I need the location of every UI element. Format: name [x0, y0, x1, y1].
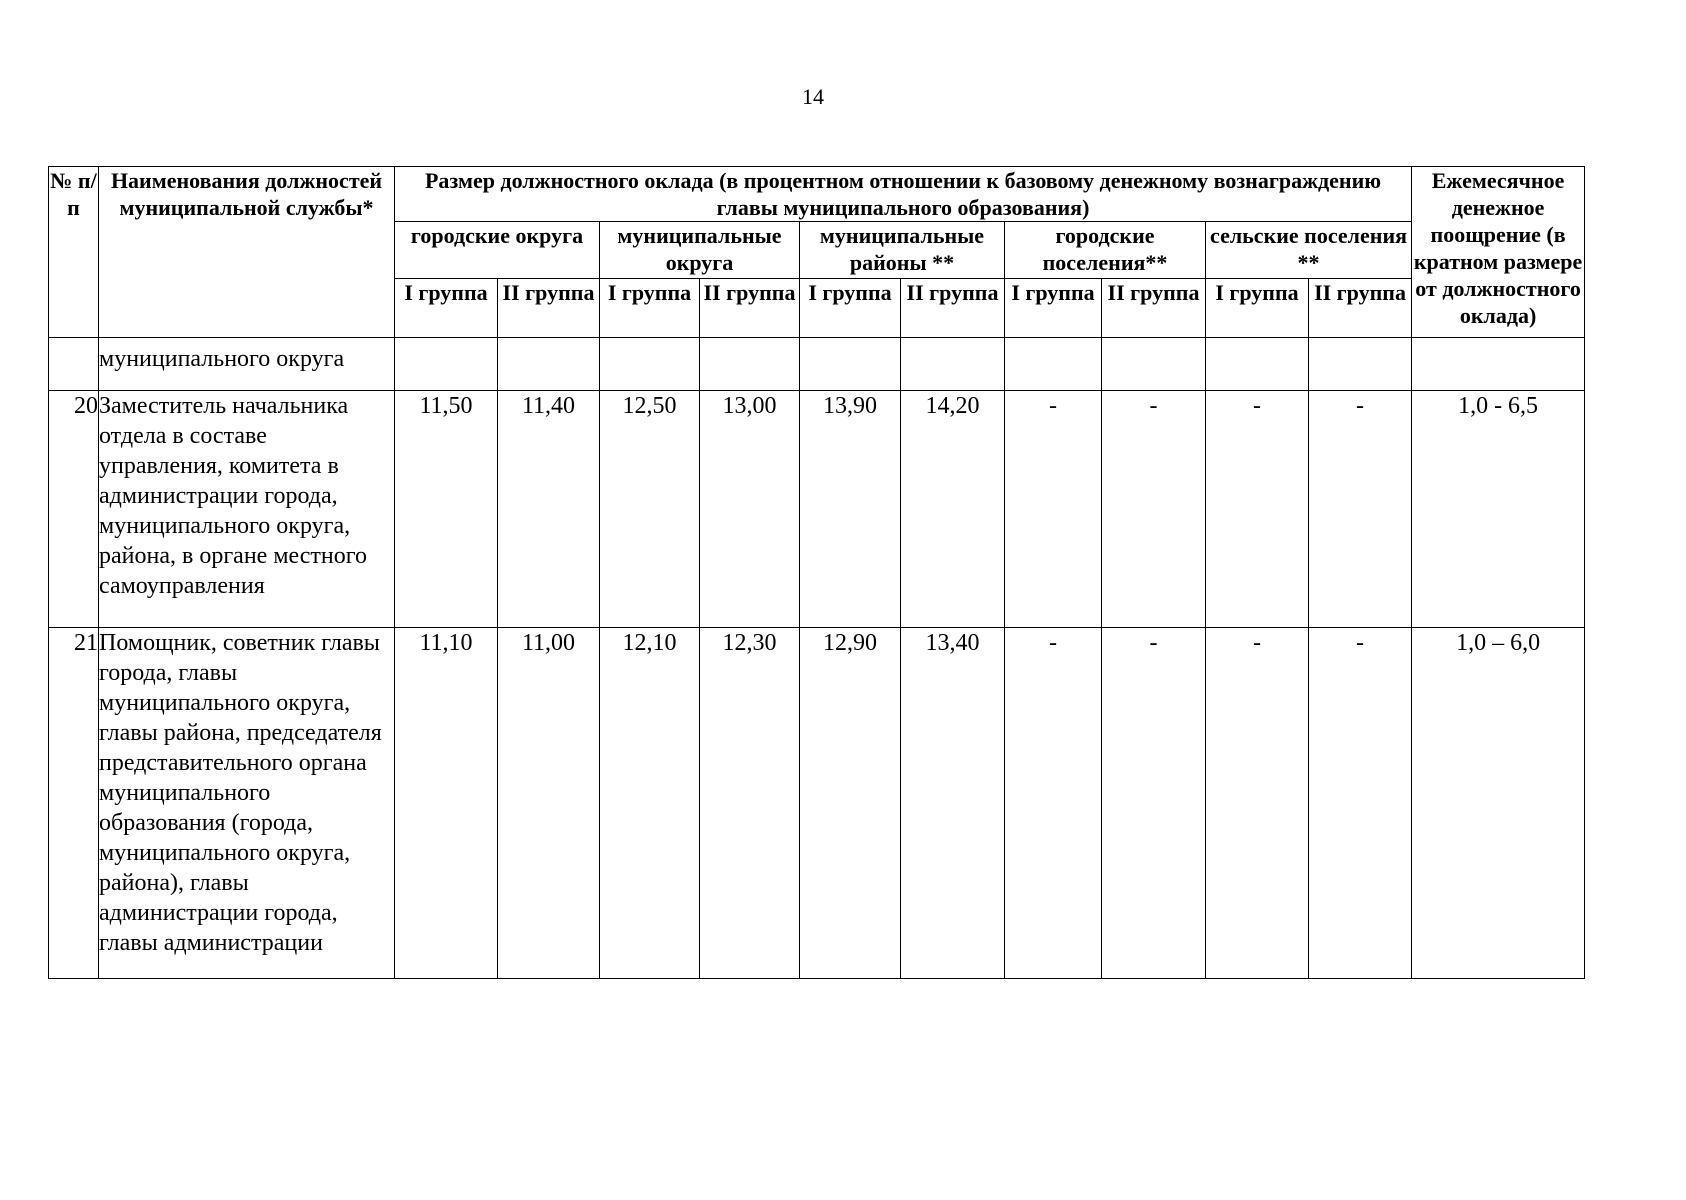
value-cell: 14,20: [901, 391, 1005, 628]
header-group-i: I группа: [1206, 279, 1309, 338]
value-cell: [395, 338, 498, 391]
value-cell: [600, 338, 700, 391]
value-cell: 12,90: [800, 628, 901, 979]
position-name: муниципального округа: [99, 338, 395, 391]
header-region-rural-settlements: сельские поселения **: [1206, 222, 1412, 279]
header-salary: Размер должностного оклада (в процентном отношении к базовому денежному вознаграждению главы муниципального образования): [395, 167, 1412, 222]
value-cell: [498, 338, 600, 391]
value-cell: [1309, 338, 1412, 391]
value-cell: 12,10: [600, 628, 700, 979]
value-cell: -: [1206, 628, 1309, 979]
header-group-ii: II группа: [1102, 279, 1206, 338]
row-number: 20: [49, 391, 99, 628]
value-cell: -: [1005, 628, 1102, 979]
header-position-name: Наименования должностей муниципальной службы*: [99, 167, 395, 338]
header-no: № п/п: [49, 167, 99, 338]
value-cell: 11,50: [395, 391, 498, 628]
value-cell: -: [1005, 391, 1102, 628]
header-group-i: I группа: [800, 279, 901, 338]
value-cell: [1206, 338, 1309, 391]
table-row: [49, 338, 1585, 391]
header-group-i: I группа: [395, 279, 498, 338]
bonus-cell: 1,0 – 6,0: [1412, 628, 1585, 979]
header-group-ii: II группа: [498, 279, 600, 338]
header-bonus: Ежемесячное денежное поощрение (в кратном размере от должностного оклада): [1412, 167, 1585, 338]
value-cell: 11,10: [395, 628, 498, 979]
value-cell: [800, 338, 901, 391]
value-cell: 13,90: [800, 391, 901, 628]
value-cell: 11,00: [498, 628, 600, 979]
header-group-i: I группа: [600, 279, 700, 338]
header-region-city-districts: городские округа: [395, 222, 600, 279]
value-cell: [1005, 338, 1102, 391]
value-cell: -: [1206, 391, 1309, 628]
value-cell: -: [1102, 391, 1206, 628]
header-group-ii: II группа: [901, 279, 1005, 338]
row-number: [49, 338, 99, 391]
position-name: Заместитель начальника отдела в составе управления, комитета в администрации города, муниципального округа, района, в органе местного самоуправления: [99, 391, 395, 628]
value-cell: 13,00: [700, 391, 800, 628]
bonus-cell: [1412, 338, 1585, 391]
value-cell: [700, 338, 800, 391]
header-region-municipal-districts: муниципальные округа: [600, 222, 800, 279]
value-cell: 12,50: [600, 391, 700, 628]
value-cell: [1102, 338, 1206, 391]
value-cell: 13,40: [901, 628, 1005, 979]
value-cell: 12,30: [700, 628, 800, 979]
header-group-ii: II группа: [1309, 279, 1412, 338]
value-cell: 11,40: [498, 391, 600, 628]
value-cell: -: [1309, 391, 1412, 628]
value-cell: -: [1102, 628, 1206, 979]
bonus-cell: 1,0 - 6,5: [1412, 391, 1585, 628]
header-group-i: I группа: [1005, 279, 1102, 338]
row-number: 21: [49, 628, 99, 979]
header-region-municipal-raions: муниципальные районы **: [800, 222, 1005, 279]
position-name: Помощник, советник главы города, главы муниципального округа, главы района, председателя представительного органа муниципального образования (города, муниципального округа, района), главы администрации города, главы администрации: [99, 628, 395, 979]
value-cell: -: [1309, 628, 1412, 979]
salary-table: [48, 166, 1585, 979]
header-region-urban-settlements: городские поселения**: [1005, 222, 1206, 279]
header-row-1: [49, 167, 1585, 222]
table-row: [49, 391, 1585, 628]
value-cell: [901, 338, 1005, 391]
table-row: [49, 628, 1585, 979]
header-group-ii: II группа: [700, 279, 800, 338]
page-number: 14: [802, 84, 824, 109]
